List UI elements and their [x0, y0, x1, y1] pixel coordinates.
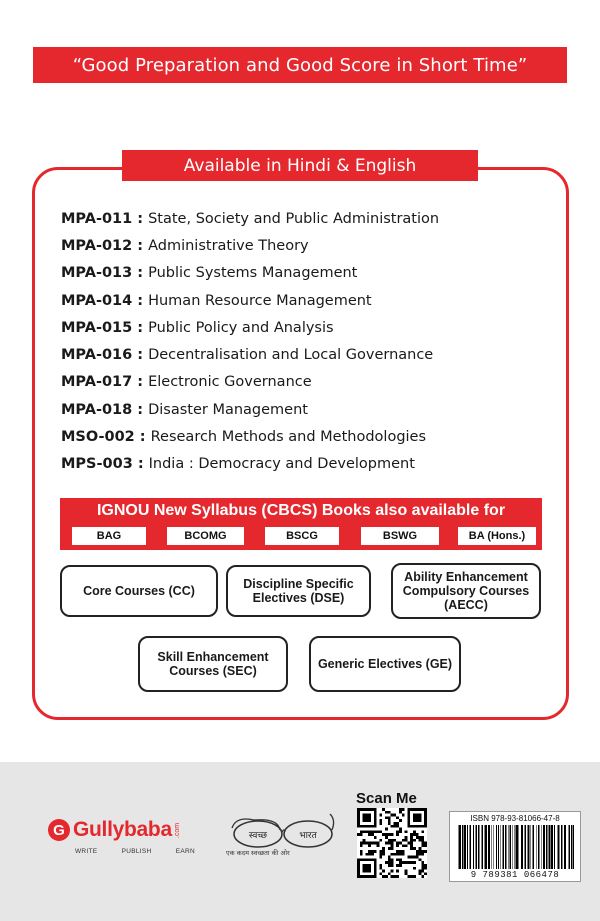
- swachh-left-text: स्वच्छ: [248, 831, 268, 841]
- course-item: [61, 341, 439, 368]
- course-name: State, Society and Public Administration: [148, 210, 440, 227]
- course-name: Public Systems Management: [148, 265, 358, 282]
- logo-tagline-earn: EARN: [175, 848, 195, 855]
- isbn-digits: 9 789381 066478: [470, 870, 560, 880]
- course-name: Administrative Theory: [148, 237, 309, 254]
- isbn-label: ISBN 978-93-81066-47-8: [470, 814, 560, 823]
- tagline-banner: “Good Preparation and Good Score in Short Time”: [33, 47, 567, 83]
- course-code: MPA-013 :: [61, 265, 144, 282]
- course-name: India : Democracy and Development: [148, 456, 415, 473]
- course-item: [61, 260, 439, 287]
- course-item: [61, 423, 439, 450]
- course-code: MPA-012 :: [61, 237, 144, 254]
- gullybaba-logo: [48, 818, 185, 842]
- course-name: Public Policy and Analysis: [148, 319, 334, 336]
- course-name: Human Resource Management: [148, 292, 372, 309]
- logo-tagline-publish: PUBLISH: [121, 848, 152, 855]
- program-chip-ba-hons: BA (Hons.): [458, 527, 536, 545]
- category-core-courses: Core Courses (CC): [60, 565, 218, 617]
- program-chip-bag: BAG: [72, 527, 146, 545]
- program-chip-bswg: BSWG: [361, 527, 439, 545]
- syllabus-title: IGNOU New Syllabus (CBCS) Books also available for: [96, 502, 506, 519]
- category-generic-electives: Generic Electives (GE): [309, 636, 461, 692]
- course-item: [61, 287, 439, 314]
- program-chip-bcomg: BCOMG: [167, 527, 244, 545]
- swachh-right-text: भारत: [299, 831, 317, 841]
- course-code: MSO-002 :: [61, 429, 146, 446]
- scan-me-label: Scan Me: [356, 790, 417, 807]
- course-code: MPA-014 :: [61, 292, 144, 309]
- course-item: [61, 451, 439, 478]
- logo-g-icon: G: [48, 819, 70, 841]
- qr-code-icon[interactable]: [357, 808, 427, 878]
- logo-tagline-write: WRITE: [75, 848, 98, 855]
- course-code: MPA-018 :: [61, 401, 144, 418]
- course-code: MPA-017 :: [61, 374, 144, 391]
- course-item: [61, 314, 439, 341]
- logo-domain: .com: [173, 822, 181, 838]
- category-skill-enhancement: Skill Enhancement Courses (SEC): [138, 636, 288, 692]
- isbn-barcode-box: [449, 811, 581, 882]
- course-item: [61, 369, 439, 396]
- barcode-icon: [456, 825, 576, 869]
- logo-tagline: [75, 848, 195, 855]
- course-code: MPA-016 :: [61, 347, 144, 364]
- syllabus-banner: [60, 498, 542, 550]
- course-code: MPS-003 :: [61, 456, 144, 473]
- category-ability-enhancement: Ability Enhancement Compulsory Courses (AECC): [391, 563, 541, 619]
- course-list: [61, 205, 439, 478]
- course-name: Electronic Governance: [148, 374, 312, 391]
- course-name: Decentralisation and Local Governance: [148, 347, 434, 364]
- swachh-subtitle: एक कदम स्वच्छता की ओर: [226, 849, 290, 857]
- program-chip-bscg: BSCG: [265, 527, 339, 545]
- course-item: [61, 232, 439, 259]
- course-name: Research Methods and Methodologies: [150, 429, 427, 446]
- panel-title: Available in Hindi & English: [122, 150, 478, 181]
- logo-name: Gullybaba: [73, 818, 172, 841]
- course-name: Disaster Management: [148, 401, 308, 418]
- course-code: MPA-015 :: [61, 319, 144, 336]
- course-code: MPA-011 :: [61, 210, 144, 227]
- category-discipline-electives: Discipline Specific Electives (DSE): [226, 565, 371, 617]
- course-item: [61, 205, 439, 232]
- course-item: [61, 396, 439, 423]
